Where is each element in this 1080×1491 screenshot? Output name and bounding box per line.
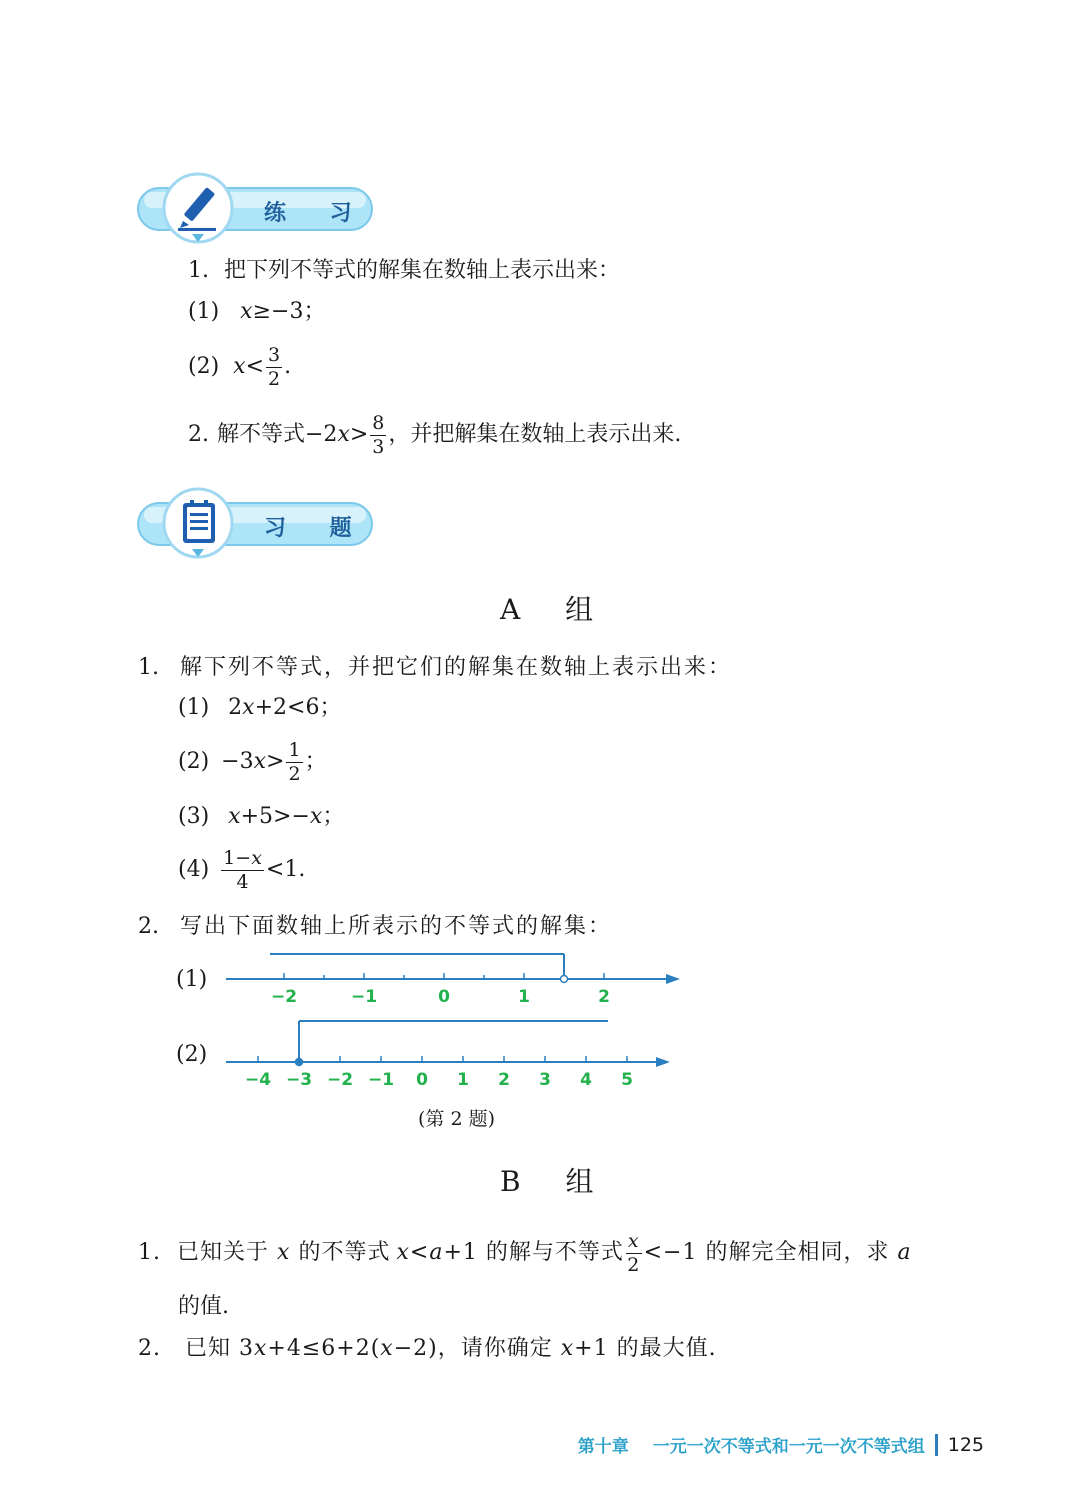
practice-banner: [136, 172, 376, 248]
practice-q2-post: ，并把解集在数轴上表示出来.: [388, 422, 682, 447]
inequality-op: >: [349, 422, 369, 447]
fraction: [626, 1229, 642, 1276]
inequality-op: <: [409, 1240, 430, 1265]
text-segment: <−1 的解完全相同，求: [643, 1240, 890, 1265]
group-b-q2: [138, 1334, 717, 1364]
axis-arrow: [666, 974, 680, 984]
var-x: x: [253, 749, 267, 774]
group-a-q2-number: 2.: [138, 914, 159, 939]
fraction-numerator: 1: [288, 738, 301, 761]
var-x: x: [233, 354, 246, 379]
number-line-2: [220, 1012, 690, 1088]
exercises-banner-label: 习 题: [264, 516, 370, 541]
fraction: [221, 846, 264, 893]
var-x: x: [251, 846, 262, 869]
var-x: x: [380, 1336, 394, 1361]
group-a-q1-number: 1.: [138, 655, 159, 680]
var-x: x: [254, 1336, 268, 1361]
page-footer: [578, 1432, 984, 1457]
group-b-q1-continued: 的值.: [178, 1294, 229, 1319]
var-x: x: [240, 299, 253, 324]
part-label: (1): [178, 695, 210, 720]
group-a-q1-part3: [178, 802, 344, 832]
axis2-label: (2): [176, 1042, 208, 1067]
number-line-1: [220, 944, 700, 1014]
inequality-rest: <1.: [265, 857, 306, 882]
inequality-op: >: [266, 749, 285, 774]
var-x: x: [309, 804, 323, 829]
fraction-numerator: 3: [268, 343, 281, 366]
practice-q1-part2: [188, 340, 291, 394]
axis-tick-label: 3: [539, 1070, 551, 1088]
var-x: x: [337, 422, 350, 447]
axis-tick-label: −4: [244, 1070, 272, 1088]
page-number: 125: [947, 1433, 984, 1456]
practice-q2-pre: 解不等式−2: [217, 422, 338, 447]
axis-tick-label: −3: [285, 1070, 313, 1088]
figure-caption: (第 2 题): [418, 1108, 495, 1130]
text-segment: 的不等式: [298, 1240, 391, 1265]
fraction-denominator: 2: [268, 367, 281, 390]
part-label: (2): [178, 749, 210, 774]
fraction-numerator: 8: [372, 411, 385, 434]
axis-tick-label: 0: [438, 987, 450, 1007]
text-segment: +1 的最大值.: [574, 1336, 717, 1361]
part-label: (3): [178, 804, 210, 829]
axis-arrow: [656, 1057, 670, 1067]
group-b-q1: [138, 1226, 912, 1280]
text-segment: +4≤6+2(: [267, 1336, 381, 1361]
practice-banner-label: 练 习: [264, 201, 370, 226]
fraction-numerator: [221, 846, 264, 871]
fraction-denominator: 3: [372, 435, 385, 458]
closed-endpoint: [296, 1059, 303, 1066]
coef: −3: [221, 749, 254, 774]
practice-q2-number: 2.: [188, 422, 209, 447]
part-label: (2): [188, 354, 220, 379]
inequality-op: <: [245, 354, 265, 379]
axis-tick-label: −1: [350, 987, 378, 1007]
coef: 2: [228, 695, 243, 720]
fraction: [370, 411, 386, 458]
text-segment: 已知关于: [177, 1240, 270, 1265]
inequality-mid: +5>−: [240, 804, 310, 829]
axis-tick-label: 4: [580, 1070, 592, 1088]
group-a-q2-text: 写出下面数轴上所表示的不等式的解集：: [180, 914, 613, 939]
axis-tick-label: 5: [621, 1070, 633, 1088]
open-endpoint: [561, 976, 568, 983]
axis-tick-label: 1: [457, 1070, 469, 1088]
inequality-rest: +2<6；: [254, 695, 342, 720]
end-punct: .: [284, 354, 292, 379]
pencil-icon: [174, 184, 222, 232]
group-a-title: A 组: [500, 593, 612, 626]
fraction-denominator: 4: [236, 870, 249, 893]
group-a-q1-text: 解下列不等式，并把它们的解集在数轴上表示出来：: [180, 655, 733, 680]
practice-q1-part1: [188, 297, 325, 327]
axis-tick-label: −2: [326, 1070, 354, 1088]
notebook-icon: [177, 499, 221, 547]
axis-tick-label: 2: [598, 987, 610, 1007]
axis-tick-label: −1: [367, 1070, 395, 1088]
part-label: (4): [178, 857, 210, 882]
group-b-q2-number: 2.: [138, 1336, 161, 1361]
var-x: x: [277, 1240, 291, 1265]
text-segment: +1 的解与不等式: [443, 1240, 624, 1265]
axis-tick-label: −2: [270, 987, 298, 1007]
text-segment: −2)，请你确定: [393, 1336, 553, 1361]
group-a-q1-part1: [178, 693, 341, 723]
var-x: x: [560, 1336, 575, 1361]
group-a-q1-part4: [178, 842, 305, 898]
group-a-q2: [138, 912, 612, 942]
axis-tick-label: 0: [416, 1070, 428, 1088]
var-a: a: [897, 1240, 912, 1265]
exercises-banner: [136, 487, 376, 563]
end-punct: ；: [304, 749, 327, 774]
practice-q1-text: 把下列不等式的解集在数轴上表示出来：: [224, 258, 621, 283]
axis-tick-label: 1: [518, 987, 530, 1007]
fraction-denominator: 2: [288, 762, 301, 785]
group-b-q1-number: 1.: [138, 1240, 161, 1265]
group-a-q1-part2: [178, 735, 327, 789]
var-a: a: [429, 1240, 444, 1265]
group-a-q1: [138, 653, 732, 683]
practice-q1: [188, 256, 620, 286]
fraction: [286, 738, 302, 785]
footer-chapter: 第十章: [577, 1437, 629, 1457]
part-label: (1): [188, 299, 220, 324]
fraction: [266, 343, 282, 390]
footer-chapter-title: 一元一次不等式和一元一次不等式组: [652, 1437, 925, 1457]
var-x: x: [242, 695, 255, 720]
var-x: x: [228, 804, 241, 829]
group-b-title: B 组: [500, 1165, 612, 1198]
practice-q1-number: 1.: [188, 258, 209, 283]
text-segment: 已知 3: [185, 1336, 254, 1361]
fraction-denominator: 2: [627, 1253, 641, 1276]
end-punct: ；: [322, 804, 345, 829]
var-x: x: [396, 1240, 410, 1265]
axis1-label: (1): [176, 967, 208, 992]
numerator-pre: 1−: [223, 846, 252, 869]
axis-tick-label: 2: [498, 1070, 510, 1088]
inequality-rest: ≥−3；: [252, 299, 326, 324]
fraction-numerator: x: [627, 1229, 640, 1252]
practice-q2: [188, 408, 681, 462]
footer-divider: [935, 1434, 938, 1456]
